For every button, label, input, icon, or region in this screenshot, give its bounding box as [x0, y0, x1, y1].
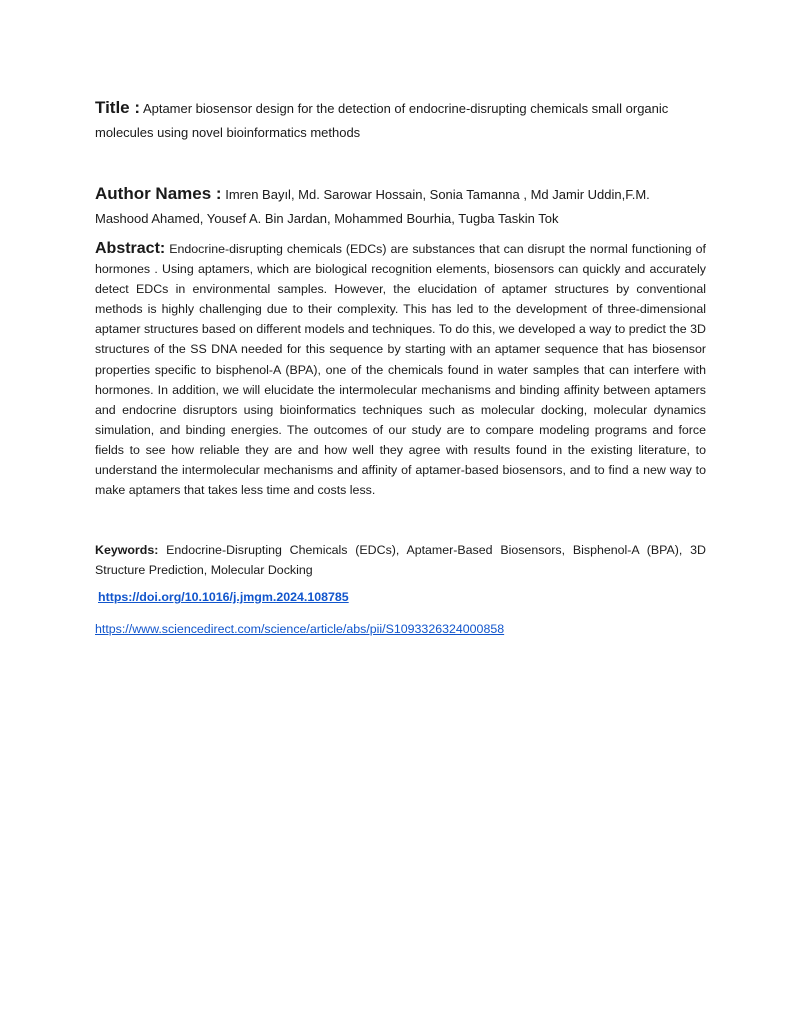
- title-label: Title :: [95, 98, 141, 117]
- doi-link[interactable]: https://doi.org/10.1016/j.jmgm.2024.108785: [98, 590, 349, 604]
- keywords-section: [95, 540, 706, 580]
- keywords-text: Endocrine-Disrupting Chemicals (EDCs), Aptamer-Based Biosensors, Bisphenol-A (BPA), 3D Structure Prediction, Molecular Docking: [95, 543, 706, 577]
- abstract-label: Abstract:: [95, 240, 166, 257]
- authors-label: Author Names :: [95, 184, 222, 203]
- authors-section: [95, 182, 706, 231]
- abstract-text: Endocrine-disrupting chemicals (EDCs) are substances that can disrupt the normal functioning of hormones . Using aptamers, which are biological recognition elements, biosensors can quickly and accurately detect EDCs in environmental samples. However, the elucidation of aptamer structures by conventional methods is highly challenging due to their complexity. This has led to the development of three-dimensional aptamer structures based on different models and techniques. To do this, we developed a way to predict the 3D structures of the SS DNA needed for this sequence by starting with an aptamer sequence that has biosensor properties specific to bisphenol-A (BPA), one of the chemicals found in water samples that can interfere with hormones. In addition, we will elucidate the intermolecular mechanisms and binding affinity between aptamers and endocrine disruptors using bioinformatics techniques such as molecular docking, molecular dynamics simulation, and binding energies. The outcomes of our study are to compare modeling programs and force fields to see how reliable they are and how well they agree with results found in the existing literature, to understand the intermolecular mechanisms and affinity of aptamer-based biosensors, and to find a new way to make aptamers that takes less time and costs less.: [95, 242, 706, 498]
- sciencedirect-link[interactable]: https://www.sciencedirect.com/science/article/abs/pii/S1093326324000858: [95, 622, 505, 636]
- authors-text: Imren Bayıl, Md. Sarowar Hossain, Sonia Tamanna , Md Jamir Uddin,F.M. Mashood Ahamed, Yousef A. Bin Jardan, Mohammed Bourhia, Tugba Taskin Tok: [95, 187, 650, 226]
- abstract-section: [95, 239, 706, 500]
- keywords-label: Keywords:: [95, 543, 159, 557]
- title-section: [95, 96, 706, 145]
- title-text: Aptamer biosensor design for the detection of endocrine-disrupting chemicals small organic molecules using novel bioinformatics methods: [95, 101, 669, 140]
